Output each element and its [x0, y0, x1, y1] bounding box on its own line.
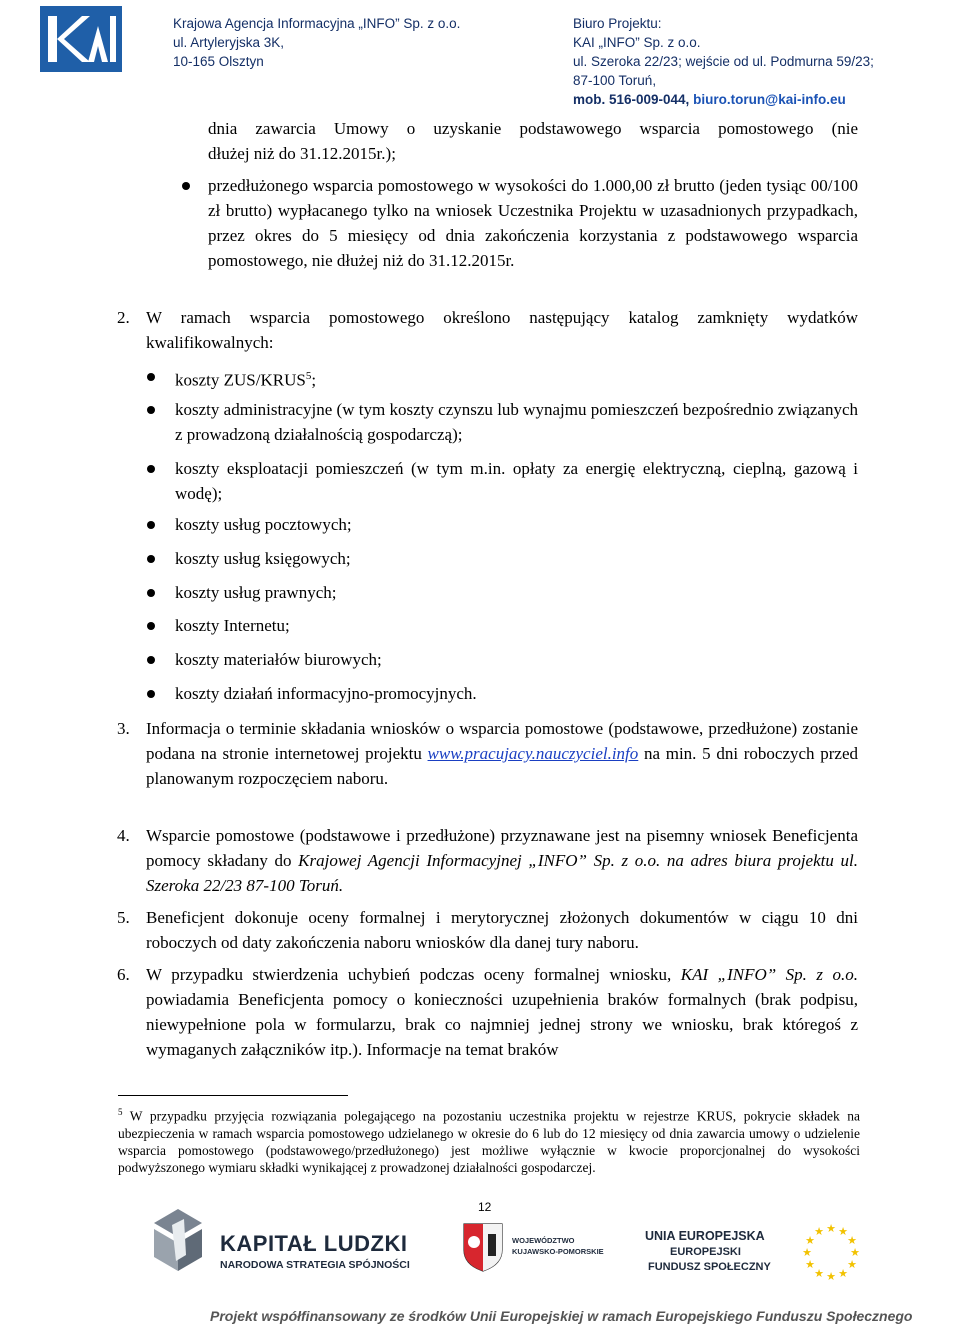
svg-text:★: ★ [838, 1267, 848, 1280]
list-item: koszty administracyjne (w tym koszty czynszu lub wynajmu pomieszczeń bezpośrednio związanych z prowadzoną działalnością gospodarczą); [175, 400, 858, 444]
company-city: 10-165 Olsztyn [173, 54, 264, 69]
header-address-right [573, 14, 874, 109]
bullet-icon [147, 589, 155, 597]
list-item: koszty usług prawnych; [175, 583, 337, 602]
voivodeship-line-2: KUJAWSKO-POMORSKIE [512, 1247, 604, 1256]
bullet-icon [182, 182, 190, 190]
list-item: koszty Internetu; [175, 616, 290, 635]
item-number-2: 2. [117, 308, 130, 327]
bullet-icon [147, 622, 155, 630]
office-city: 87-100 Toruń, [573, 73, 657, 88]
svg-text:★: ★ [850, 1246, 860, 1259]
svg-text:★: ★ [805, 1258, 815, 1271]
footnote-text: W przypadku przyjęcia rozwiązania polegającego na pozostaniu uczestnika projektu w rejestrze KRUS, pokrycie składek na ubezpieczenia w ramach wsparcia pomostowego udzielanego w okresie do 6 lub do 12 miesięcy od dnia zawarcia umowy o udzielenie wsparcia pomostowego (podstawowego/przedłużonego) jest możliwe wyłącznie w kwocie proporcjonalnej do wysokości podwyższonego wymiaru składki wynikającej z prowadzonej działalności gospodarczej. [118, 1108, 860, 1176]
bullet-icon [147, 690, 155, 698]
office-label: Biuro Projektu: [573, 16, 662, 31]
item-number-3: 3. [117, 719, 130, 738]
kai-logo [40, 6, 122, 72]
svg-text:★: ★ [805, 1234, 815, 1247]
footnote-ref: 5 [305, 370, 312, 382]
eu-fund-line-1: EUROPEJSKI [670, 1246, 741, 1258]
office-email-link[interactable]: biuro.torun@kai-info.eu [693, 92, 846, 107]
office-company: KAI „INFO” Sp. z o.o. [573, 35, 701, 50]
voivodeship-line-1: WOJEWÓDZTWO [512, 1236, 575, 1245]
application-submission-paragraph: Wsparcie pomostowe (podstawowe i przedłużone) przyznawane jest na pisemny wniosek Beneficjenta pomocy składany do Krajowej Agencji Informacyjnej „INFO” Sp. z o.o. na adres biura projektu ul. Szeroka 22/23 87-100 Toruń. [146, 826, 858, 895]
svg-text:★: ★ [826, 1270, 836, 1282]
paragraph-continuation [208, 116, 858, 166]
bullet-icon [147, 656, 155, 664]
svg-text:★: ★ [814, 1225, 824, 1238]
extended-support-item: przedłużonego wsparcia pomostowego w wysokości do 1.000,00 zł brutto (jeden tysiąc 00/100 zł brutto) wypłacanego tylko na wniosek Uczestnika Projektu w uzasadnionych przypadkach, przez okres do 5 miesięcy od dnia zakończenia korzystania z podstawowego wsparcia pomostowego, nie dłużej niż do 31.12.2015r. [208, 176, 858, 270]
footnote-separator [118, 1095, 348, 1096]
bullet-icon [147, 555, 155, 563]
office-phone: mob. 516-009-044, [573, 92, 694, 107]
list-item: koszty materiałów biurowych; [175, 650, 382, 669]
kapital-ludzki-title: KAPITAŁ LUDZKI [220, 1231, 408, 1256]
continuation-line-1: dnia zawarcia Umowy o uzyskanie podstawowego wsparcia pomostowego (nie [208, 119, 858, 138]
svg-text:★: ★ [802, 1246, 812, 1259]
svg-text:★: ★ [814, 1267, 824, 1280]
continuation-line-2: dłużej niż do 31.12.2015r.); [208, 144, 396, 163]
project-website-link[interactable]: www.pracujacy.nauczyciel.info [427, 744, 639, 763]
list-item: koszty eksploatacji pomieszczeń (w tym m.in. opłaty za energię elektryczną, cieplną, gazową i wodę); [175, 459, 858, 503]
coat-of-arms-icon [462, 1222, 504, 1272]
bullet-icon [147, 406, 155, 414]
eu-fund-line-2: FUNDUSZ SPOŁECZNY [648, 1261, 771, 1273]
office-contact [573, 90, 874, 109]
item-number-6: 6. [117, 965, 130, 984]
kapital-ludzki-logo [150, 1205, 420, 1285]
company-name: Krajowa Agencja Informacyjna „INFO” Sp. z o.o. [173, 16, 461, 31]
kapital-ludzki-emblem-icon [150, 1205, 206, 1275]
eu-logo [640, 1222, 870, 1282]
kapital-ludzki-subtitle: NARODOWA STRATEGIA SPÓJNOŚCI [220, 1259, 410, 1271]
list-item: koszty usług księgowych; [175, 549, 351, 568]
svg-text:★: ★ [826, 1222, 836, 1235]
page-number: 12 [478, 1200, 492, 1214]
company-street: ul. Artyleryjska 3K, [173, 35, 285, 50]
bullet-icon [147, 521, 155, 529]
office-street: ul. Szeroka 22/23; wejście od ul. Podmurna 59/23; [573, 54, 874, 69]
list-item: koszty usług pocztowych; [175, 515, 352, 534]
voivodeship-logo [462, 1222, 622, 1272]
catalog-intro: W ramach wsparcia pomostowego określono następujący katalog zamknięty wydatków kwalifikowalnych: [146, 308, 858, 352]
footnote-mark: 5 [118, 1107, 123, 1117]
evaluation-paragraph: Beneficjent dokonuje oceny formalnej i merytorycznej złożonych dokumentów w ciągu 10 dni roboczych od daty zakończenia naboru wniosków dla danej tury naboru. [146, 908, 858, 952]
eu-title: UNIA EUROPEJSKA [645, 1229, 765, 1243]
svg-text:★: ★ [838, 1225, 848, 1238]
item-number-4: 4. [117, 826, 130, 845]
svg-text:★: ★ [847, 1234, 857, 1247]
list-item: koszty działań informacyjno-promocyjnych. [175, 684, 477, 703]
footnote [118, 1104, 860, 1177]
cofinancing-note: Projekt współfinansowany ze środków Unii Europejskiej w ramach Europejskiego Funduszu Społecznego [210, 1308, 913, 1324]
page-header [0, 0, 960, 107]
application-info-paragraph: Informacja o terminie składania wniosków o wsparcia pomostowe (podstawowe, przedłużone) zostanie podana na stronie internetowej projektu www.pracujacy.nauczyciel.info na min. 5 dni roboczych przed planowanym rozpoczęciem naboru. [146, 719, 859, 788]
svg-text:★: ★ [847, 1258, 857, 1271]
eu-stars-icon [798, 1222, 864, 1282]
item-number-5: 5. [117, 908, 130, 927]
header-address-left [173, 14, 460, 71]
formal-deficiencies-paragraph: W przypadku stwierdzenia uchybień podczas oceny formalnej wniosku, KAI „INFO” Sp. z o.o. powiadamia Beneficjenta pomocy o konieczności uzupełnienia braków formalnych (brak podpisu, niewypełnione pola w formularzu, brak co najmniej jednej strony we wniosku, brak któregoś z wymaganych załączników itp.). Informacje na temat braków [146, 965, 858, 1059]
bullet-icon [147, 373, 155, 381]
bullet-icon [147, 465, 155, 473]
list-item-zus: koszty ZUS/KRUS$^5$; [175, 370, 317, 390]
